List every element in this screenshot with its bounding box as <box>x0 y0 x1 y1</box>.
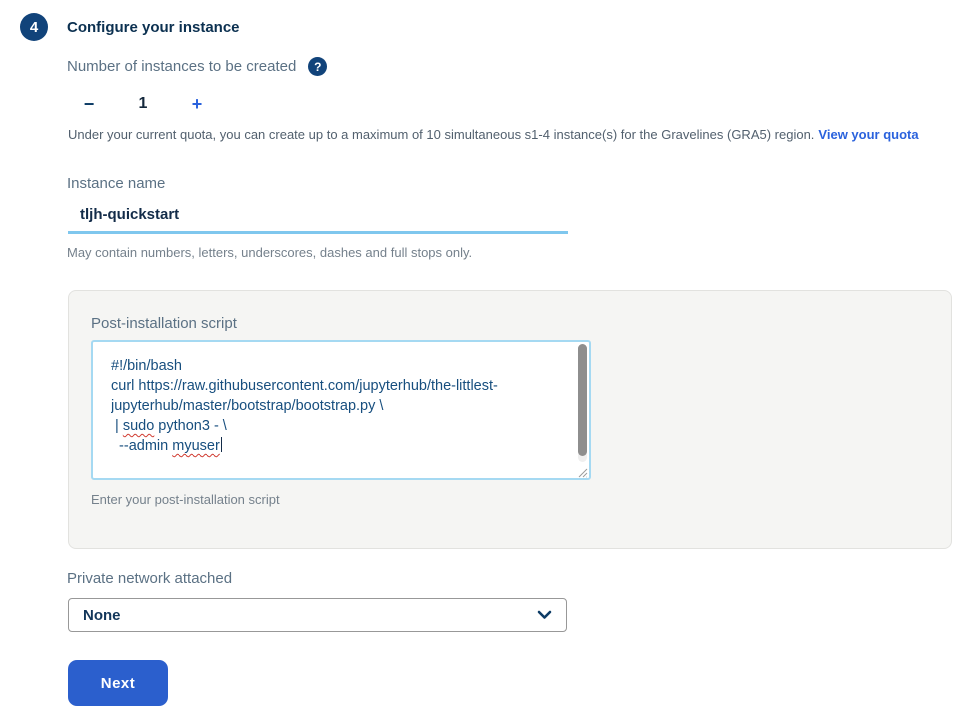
post-install-code <box>111 356 573 472</box>
misspelled-word: myuser <box>172 438 220 454</box>
script-text: #!/bin/bash <box>111 358 182 374</box>
quota-text: Under your current quota, you can create up to a maximum of 10 simultaneous s1-4 instance(s) for the Gravelines (GRA5) region. <box>68 127 815 142</box>
help-icon[interactable] <box>308 57 327 76</box>
script-line <box>111 396 573 416</box>
instances-count-label-row <box>67 57 327 76</box>
page-title: Configure your instance <box>67 19 240 36</box>
instances-count-value: 1 <box>138 95 148 112</box>
chevron-down-icon <box>537 610 552 620</box>
post-install-textarea[interactable] <box>91 340 591 480</box>
script-line <box>111 436 573 456</box>
instances-count-label: Number of instances to be created <box>67 58 297 75</box>
instance-name-label: Instance name <box>67 175 166 192</box>
instance-name-input[interactable] <box>68 201 568 234</box>
resize-handle-icon[interactable] <box>576 465 588 477</box>
view-quota-link[interactable]: View your quota <box>818 127 919 142</box>
private-network-selected-value: None <box>83 606 121 624</box>
step-number-badge <box>20 13 48 41</box>
decrement-button[interactable]: − <box>78 93 100 115</box>
script-line <box>111 356 573 376</box>
post-install-label: Post-installation script <box>91 315 237 332</box>
misspelled-word: sudo <box>122 418 155 434</box>
script-text: jupyterhub/master/bootstrap/bootstrap.py \ <box>111 398 384 414</box>
post-install-helper: Enter your post-installation script <box>91 492 280 507</box>
script-text: curl https://raw.githubusercontent.com/jupyterhub/the-littlest- <box>111 378 498 394</box>
textarea-scrollbar[interactable] <box>578 344 587 462</box>
script-text: | <box>111 418 123 434</box>
question-mark-glyph: ? <box>314 59 322 74</box>
text-caret <box>221 437 223 452</box>
script-text: --admin <box>111 438 173 454</box>
increment-button[interactable]: + <box>186 93 208 115</box>
script-text: python3 - \ <box>154 418 227 434</box>
next-button[interactable]: Next <box>68 660 168 706</box>
private-network-select[interactable] <box>68 598 567 632</box>
scrollbar-thumb[interactable] <box>578 344 587 456</box>
instance-name-helper: May contain numbers, letters, underscores, dashes and full stops only. <box>67 245 473 260</box>
instances-count-stepper <box>78 93 208 115</box>
step-number: 4 <box>29 18 39 36</box>
script-line <box>111 416 573 436</box>
private-network-label: Private network attached <box>67 570 233 587</box>
post-install-panel <box>68 290 952 549</box>
quota-line <box>68 127 919 142</box>
script-line <box>111 376 573 396</box>
